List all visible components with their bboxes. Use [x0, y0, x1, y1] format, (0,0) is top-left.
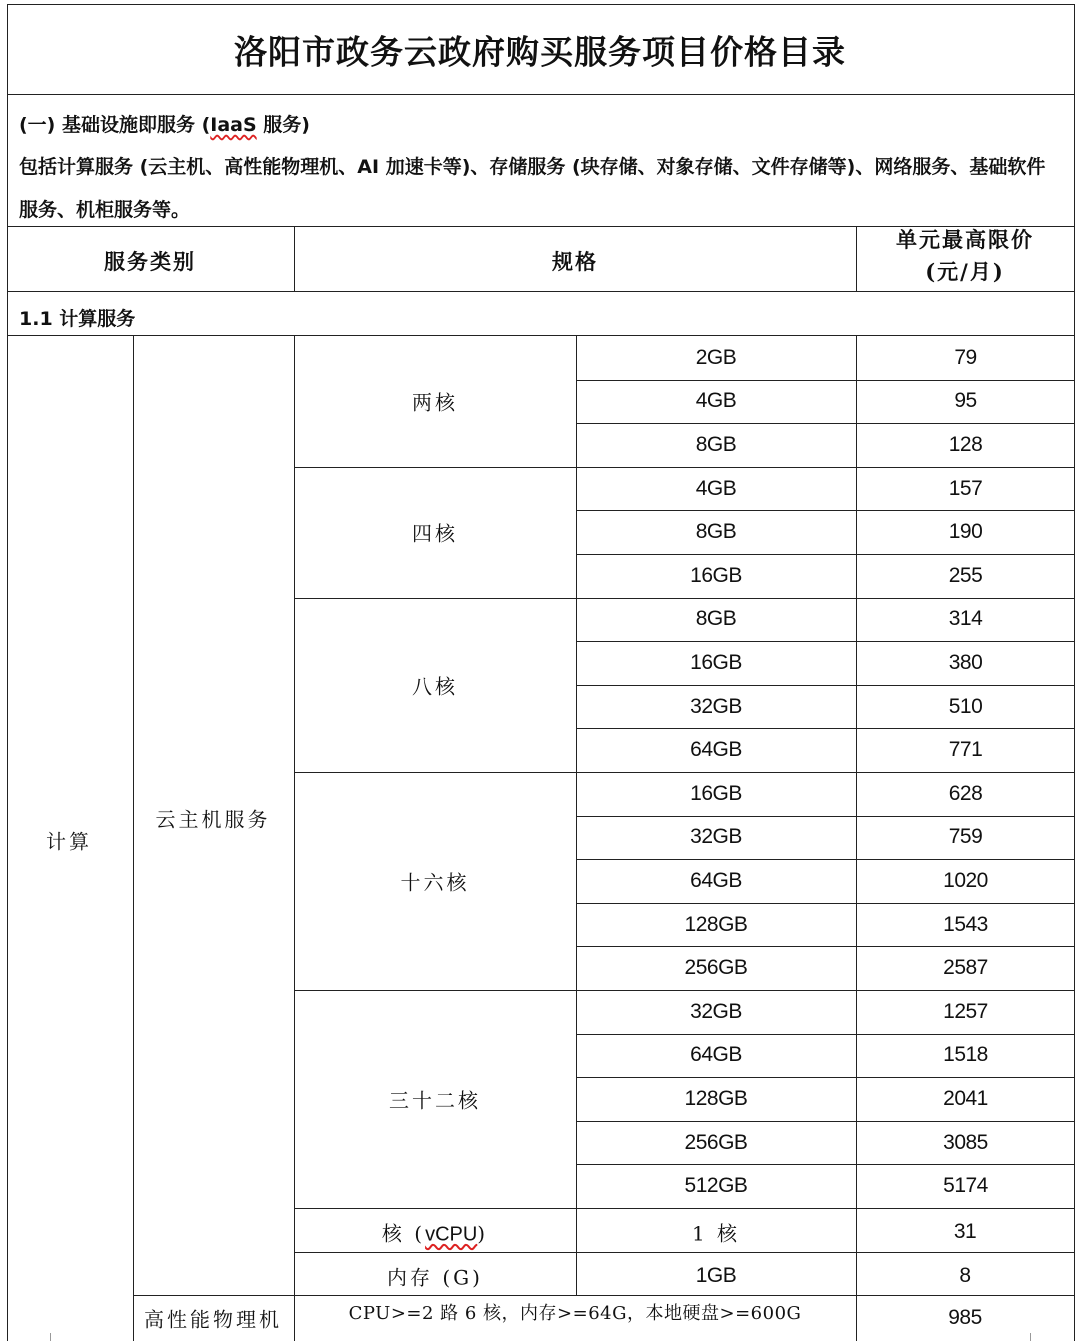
memory-size-cell: 64GB: [690, 1043, 742, 1067]
price-cell: 5174: [943, 1174, 988, 1198]
price-cell: 157: [948, 476, 983, 500]
price-cell: 1543: [943, 912, 988, 936]
vcpu-unit: 1 核: [691, 1221, 741, 1246]
price-cell: 380: [948, 651, 983, 674]
header-column-rule: [294, 226, 295, 291]
price-cell: 1020: [943, 869, 988, 892]
header-top-rule: [7, 226, 1075, 227]
table-row-rule: [576, 510, 1075, 511]
header-price-line1: 单元最高限价: [896, 227, 1034, 252]
core-count-label: 两核: [412, 390, 458, 415]
subsection-title: 1.1 计算服务: [19, 308, 136, 330]
table-row-rule: [576, 641, 1075, 642]
price-cell: 95: [954, 389, 977, 413]
core-count-label: 八核: [412, 674, 458, 699]
price-column-rule: [856, 335, 857, 1341]
memory-size-cell: 16GB: [690, 563, 742, 587]
group-bottom-rule: [294, 772, 1075, 773]
memory-label: 内存 (G): [387, 1265, 483, 1290]
price-cell: 3085: [943, 1130, 988, 1154]
page-edge-tick: [1030, 1333, 1031, 1341]
price-cell: 128: [948, 433, 983, 456]
table-row-rule: [576, 728, 1075, 729]
memory-size-cell: 32GB: [690, 825, 742, 849]
table-row-rule: [576, 816, 1075, 817]
subsection-bottom-rule: [7, 335, 1075, 336]
memory-size-cell: 4GB: [695, 389, 737, 413]
header-bottom-rule: [7, 291, 1075, 292]
memory-size-cell: 32GB: [690, 999, 742, 1023]
vcpu-label: 核 (vCPU): [381, 1221, 489, 1246]
category-compute: 计算: [46, 829, 92, 854]
category-column-rule: [133, 335, 134, 1341]
table-row-rule: [576, 554, 1075, 555]
vcpu-term: vCPU: [425, 1223, 478, 1246]
vcpu-price: 31: [953, 1220, 977, 1243]
header-column-rule: [856, 226, 857, 291]
page-edge-tick: [50, 1333, 51, 1341]
header-spec: 规格: [552, 249, 598, 274]
table-row-rule: [576, 1034, 1075, 1035]
table-row-rule: [576, 1121, 1075, 1122]
price-cell: 628: [948, 781, 983, 805]
memory-size-cell: 256GB: [684, 956, 748, 980]
table-row-rule: [576, 423, 1075, 424]
host-column-rule: [294, 335, 295, 1341]
memory-size-cell: 128GB: [684, 912, 748, 936]
core-count-label: 三十二核: [389, 1088, 481, 1113]
memory-price: 8: [959, 1264, 971, 1287]
section-description-line2: 服务、机柜服务等。: [19, 199, 191, 221]
price-cell: 314: [948, 607, 983, 631]
table-row-rule: [576, 903, 1075, 904]
memory-size-cell: 16GB: [690, 781, 742, 805]
table-row-rule: [576, 859, 1075, 860]
memory-size-cell: 4GB: [695, 476, 737, 500]
header-price-line2: (元/月): [925, 259, 1005, 284]
table-row-rule: [294, 1252, 1075, 1253]
iaas-term: IaaS: [210, 114, 257, 136]
table-row-rule: [576, 380, 1075, 381]
table-row-rule: [576, 946, 1075, 947]
price-cell: 510: [948, 694, 983, 718]
table-row-rule: [576, 685, 1075, 686]
price-cell: 759: [948, 825, 983, 849]
memory-size-cell: 64GB: [690, 869, 742, 892]
title-bottom-rule: [7, 94, 1075, 95]
table-row-rule: [133, 1295, 1075, 1296]
header-category: 服务类别: [104, 249, 196, 274]
core-count-label: 四核: [412, 521, 458, 546]
physical-machine-price: 985: [948, 1306, 982, 1329]
memory-size-cell: 16GB: [690, 651, 742, 674]
memory-size-cell: 2GB: [695, 345, 737, 369]
section-heading: (一) 基础设施即服务 (IaaS 服务): [19, 114, 310, 136]
memory-size-cell: 64GB: [690, 738, 742, 762]
physical-machine-spec: CPU>=2 路 6 核，内存>=64G，本地硬盘>=600G: [348, 1303, 802, 1324]
memory-size-cell: 256GB: [684, 1130, 748, 1154]
memory-size-cell: 32GB: [690, 694, 742, 718]
cloud-host-service: 云主机服务: [155, 807, 271, 832]
price-cell: 2041: [943, 1087, 988, 1110]
physical-machine-label: 高性能物理机: [144, 1307, 282, 1332]
price-cell: 2587: [943, 956, 988, 980]
memory-unit: 1GB: [695, 1264, 737, 1287]
section-description-line1: 包括计算服务 (云主机、高性能物理机、AI 加速卡等)、存储服务 (块存储、对象存储、文件存储等)、网络服务、基础软件: [19, 156, 1046, 178]
price-cell: 255: [948, 563, 983, 587]
price-cell: 771: [948, 738, 983, 762]
memory-size-cell: 128GB: [684, 1087, 748, 1110]
group-bottom-rule: [294, 467, 1075, 468]
memory-size-cell: 8GB: [695, 520, 737, 544]
document-title: 洛阳市政务云政府购买服务项目价格目录: [234, 32, 846, 72]
price-cell: 79: [954, 345, 977, 369]
core-count-label: 十六核: [400, 870, 470, 895]
group-bottom-rule: [294, 1208, 1075, 1209]
memory-size-cell: 512GB: [684, 1174, 748, 1198]
price-cell: 1518: [943, 1043, 988, 1067]
price-cell: 1257: [943, 999, 988, 1023]
price-cell: 190: [948, 520, 983, 544]
memory-size-cell: 8GB: [695, 607, 737, 631]
group-bottom-rule: [294, 990, 1075, 991]
group-bottom-rule: [294, 598, 1075, 599]
table-row-rule: [576, 1164, 1075, 1165]
table-row-rule: [576, 1077, 1075, 1078]
memory-size-cell: 8GB: [695, 433, 737, 456]
